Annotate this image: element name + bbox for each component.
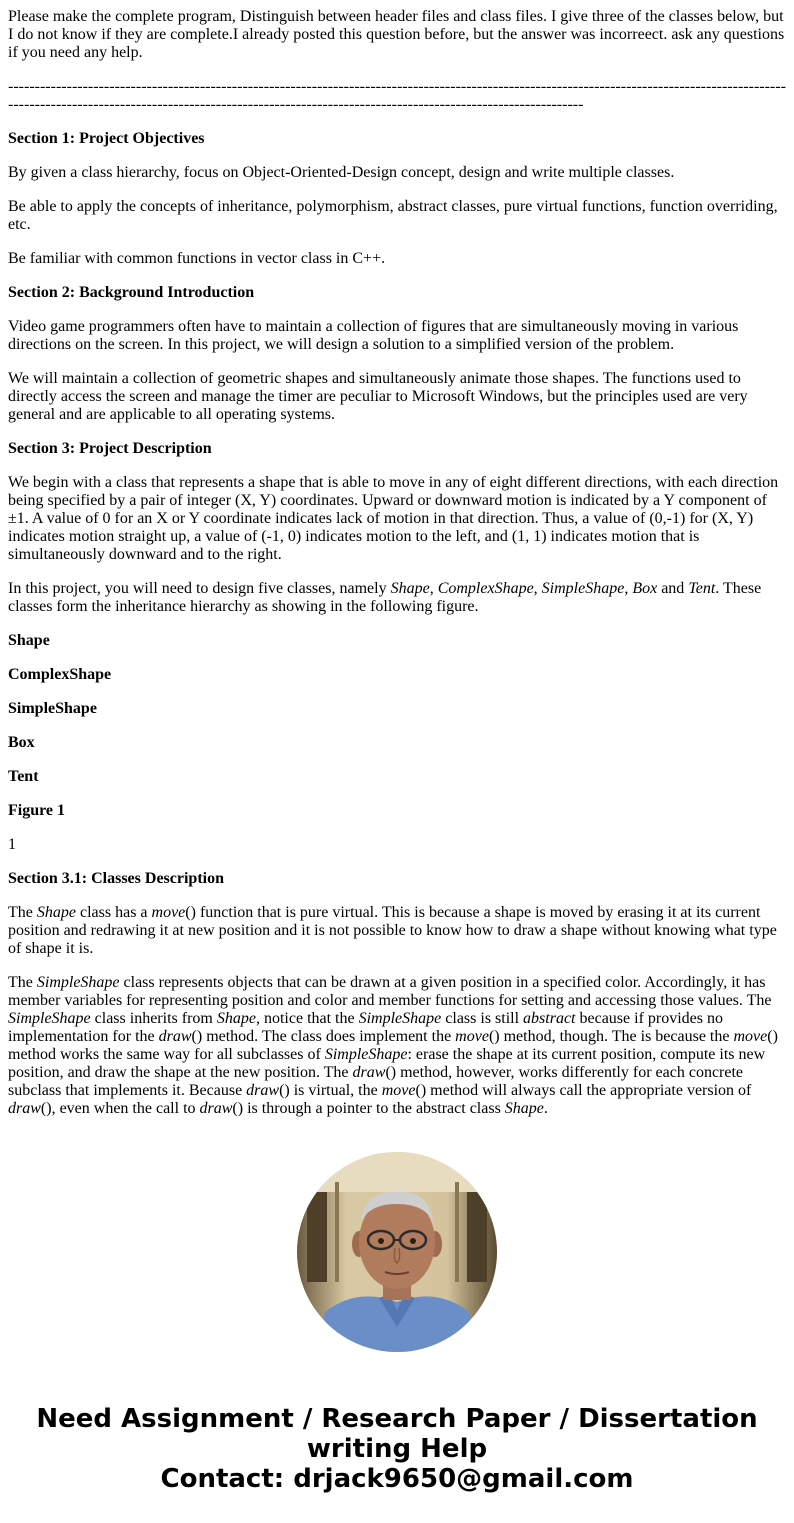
- figure-caption: Figure 1: [8, 802, 66, 819]
- footer-line: Need Assignment / Research Paper / Dissertation: [36, 1404, 758, 1434]
- section2-heading: Section 2: Background Introduction: [8, 284, 255, 301]
- objective-item: Be familiar with common functions in vector class in C++.: [8, 250, 386, 267]
- footer-contact-line: Contact: drjack9650@gmail.com: [160, 1464, 634, 1494]
- figure-item-complexshape: ComplexShape: [8, 666, 112, 683]
- footer-contact-banner: [0, 1404, 794, 1494]
- description-paragraph: We begin with a class that represents a shape that is able to move in any of eight different directions, with each direction being specified by a pair of integer (X, Y) coordinates. Upward or downward motion is indicated by a Y component of ±1. A value of 0 for an X or Y coordinate indicates lack of motion in that direction. Thus, a value of (0,-1) for (X, Y) indicates motion straight up, a value of (-1, 0) indicates motion to the left, and (1, 1) indicates motion that is simultaneously downward and to the right.: [8, 474, 779, 563]
- document-body: [8, 8, 786, 1134]
- figure-item-box: Box: [8, 734, 35, 751]
- footer-line: writing Help: [306, 1434, 488, 1464]
- background-paragraph: We will maintain a collection of geometric shapes and simultaneously animate those shapes. The functions used to directly access the screen and manage the timer are peculiar to Microsoft Windows, but the principles used are very general and are applicable to all operating systems.: [8, 370, 748, 423]
- page-number: 1: [8, 836, 16, 853]
- separator-line: --------------------------------------------------------------------------------------------------------------------------------------------------------------------------------------------------------------------------------------------------------------: [8, 78, 786, 113]
- objective-item: By given a class hierarchy, focus on Object-Oriented-Design concept, design and write multiple classes.: [8, 164, 675, 181]
- section3-heading: Section 3: Project Description: [8, 440, 212, 457]
- objective-item: Be able to apply the concepts of inheritance, polymorphism, abstract classes, pure virtual functions, function overriding, etc.: [8, 198, 778, 233]
- figure-item-shape: Shape: [8, 632, 50, 649]
- figure-item-simpleshape: SimpleShape: [8, 700, 97, 717]
- avatar: [297, 1152, 497, 1352]
- intro-request: Please make the complete program, Distinguish between header files and class files. I give three of the classes below, but I do not know if they are complete.I already posted this question before, but the answer was incorreect. ask any questions if you need any help.: [8, 8, 785, 61]
- figure-item-tent: Tent: [8, 768, 39, 785]
- simpleshape-class-paragraph: The SimpleShape class represents objects that can be drawn at a given position in a specified color. Accordingly, it has member variables for representing position and color and member functions for setting and accessing those values. The SimpleShape class inherits from Shape, notice that the SimpleShape class is still abstract because if provides no implementation for the draw() method. The class does implement the move() method, though. The is because the move() method works the same way for all subclasses of SimpleShape: erase the shape at its current position, compute its new position, and draw the shape at the new position. The draw() method, however, works differently for each concrete subclass that implements it. Because draw() is virtual, the move() method will always call the appropriate version of draw(), even when the call to draw() is through a pointer to the abstract class Shape.: [8, 974, 778, 1117]
- section1-heading: Section 1: Project Objectives: [8, 130, 205, 147]
- shape-class-paragraph: The Shape class has a move() function that is pure virtual. This is because a shape is moved by erasing it at its current position and redrawing it at new position and it is not possible to know how to draw a shape without knowing what type of shape it is.: [8, 904, 777, 957]
- background-paragraph: Video game programmers often have to maintain a collection of figures that are simultaneously moving in various directions on the screen. In this project, we will design a solution to a simplified version of the problem.: [8, 318, 739, 353]
- classes-paragraph: In this project, you will need to design five classes, namely Shape, ComplexShape, SimpleShape, Box and Tent. These classes form the inheritance hierarchy as showing in the following figure.: [8, 580, 762, 615]
- section31-heading: Section 3.1: Classes Description: [8, 870, 224, 887]
- person-portrait-image: [297, 1152, 497, 1352]
